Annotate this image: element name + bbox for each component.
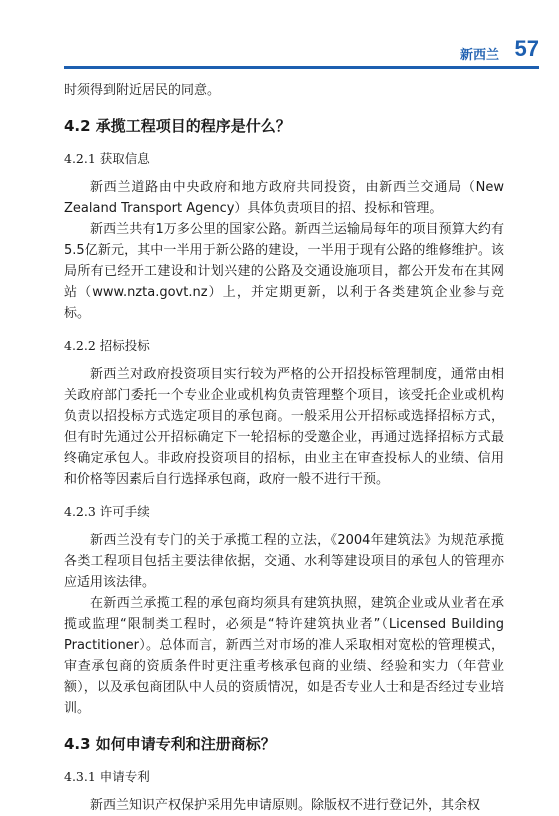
- header-rule: [64, 66, 539, 69]
- carryover-paragraph: 时须得到附近居民的同意。: [64, 83, 221, 98]
- subsection-heading-4-3-1: 4.3.1 申请专利: [64, 769, 150, 784]
- section-heading-4-3: 4.3 如何申请专利和注册商标？: [64, 735, 276, 753]
- paragraph: 新西兰共有1万多公里的国家公路。新西兰运输局每年的项目预算大约有5.5亿新元，其中一半用于新公路的建设，一半用于现有公路的维修维护。该局所有已经开工建设和计划兴建的公路及交通设施项目，都公开发布在其网站（www.nzta.govt.nz）上，并定期更新，以利于各类建筑企业参与竞标。: [64, 222, 504, 321]
- paragraph: 新西兰对政府投资项目实行较为严格的公开招投标管理制度，通常由相关政府部门委托一个专业企业或机构负责管理整个项目，该受托企业或机构负责以招投标方式选定项目的承包商。一般采用公开招标或选择招标方式，但有时先通过公开招标确定下一轮招标的受邀企业，再通过选择招标方式最终确定承包人。非政府投资项目的招标，由业主在审查投标人的业绩、信用和价格等因素后自行选择承包商，政府一般不进行干预。: [64, 367, 504, 487]
- subsection-heading-4-2-2: 4.2.2 招标投标: [64, 338, 150, 353]
- subsection-heading-4-2-3: 4.2.3 许可手续: [64, 504, 150, 519]
- page-body: [64, 80, 504, 816]
- subsection-heading-4-2-1: 4.2.1 获取信息: [64, 151, 150, 166]
- running-header-country: 新西兰: [459, 48, 499, 63]
- paragraph: 新西兰道路由中央政府和地方政府共同投资，由新西兰交通局（New Zealand Transport Agency）具体负责项目的招、投标和管理。: [64, 180, 504, 216]
- page-header: [0, 0, 559, 90]
- paragraph: 在新西兰承揽工程的承包商均须具有建筑执照，建筑企业或从业者在承揽或监理“限制类工程时，必须是“特许建筑执业者”（Licensed Building Practitioner）。总体而言，新西兰对市场的准人采取相对宽松的管理模式，审查承包商的资质条件时更注重考核承包商的业绩、经验和实力（年营业额），以及承包商团队中人员的资质情况，如是否专业人士和是否经过专业培训。: [64, 596, 504, 716]
- section-heading-4-2: 4.2 承揽工程项目的程序是什么？: [64, 117, 291, 135]
- paragraph: 新西兰没有专门的关于承揽工程的立法，《2004年建筑法》为规范承揽各类工程项目包括主要法律依据，交通、水利等建设项目的承包人的管理亦应适用该法律。: [64, 533, 504, 590]
- paragraph: 新西兰知识产权保护采用先申请原则。除版权不进行登记外，其余权: [90, 798, 481, 813]
- page-number: 57: [514, 36, 539, 61]
